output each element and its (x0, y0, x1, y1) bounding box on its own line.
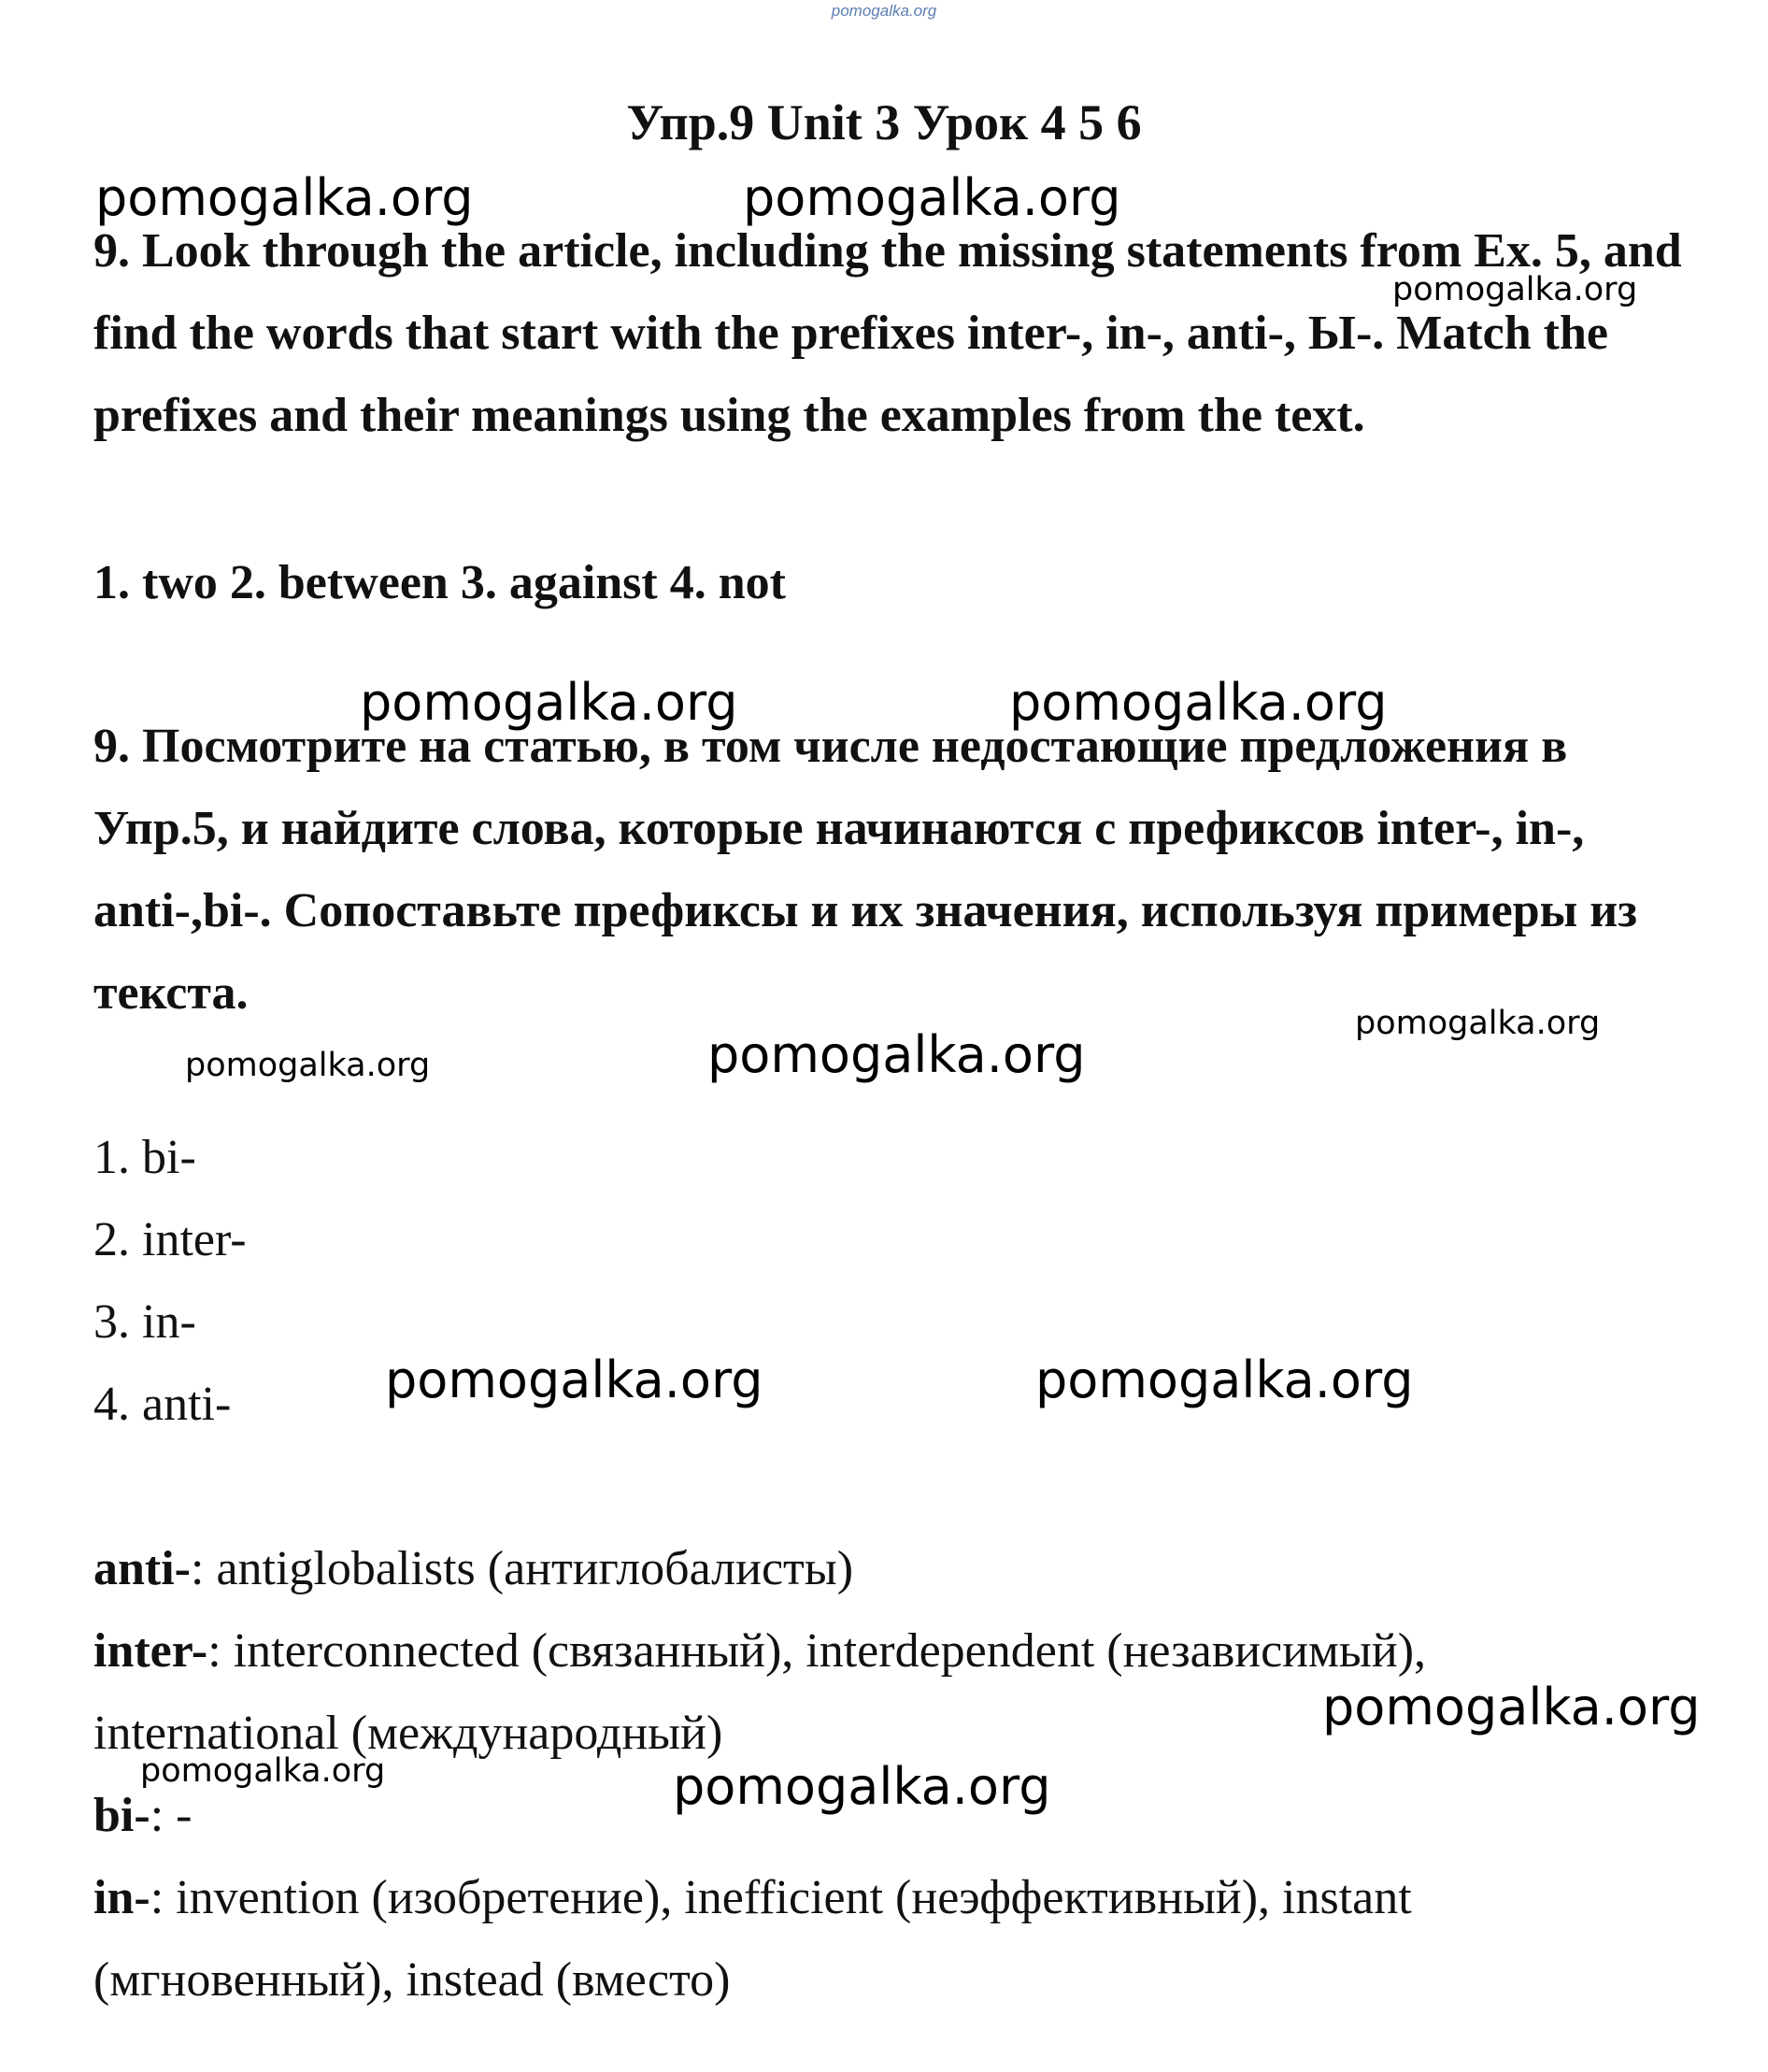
watermark: pomogalka.org (1035, 1350, 1414, 1409)
answer-prefix: inter- (93, 1624, 208, 1678)
answer-text: : - (150, 1789, 192, 1842)
watermark: pomogalka.org (1322, 1678, 1701, 1736)
answer-text: : interconnected (связанный), interdependent (независимый), (207, 1624, 1427, 1678)
watermark: pomogalka.org (743, 168, 1121, 227)
answer-prefix: in- (93, 1871, 150, 1924)
page-title: Упр.9 Unit 3 Урок 4 5 6 (626, 94, 1142, 150)
answer-prefix: bi- (93, 1789, 150, 1842)
watermark: pomogalka.org (385, 1350, 763, 1409)
top-watermark: pomogalka.org (831, 2, 937, 20)
meanings-line: 1. two 2. between 3. against 4. not (93, 556, 786, 609)
answer-inter (93, 1610, 1426, 1693)
prefix-list-item: 4. anti- (93, 1378, 232, 1431)
watermark: pomogalka.org (360, 673, 738, 732)
answer-in-continued: (мгновенный), instead (вместо) (93, 1953, 731, 2007)
answer-anti (93, 1528, 853, 1610)
watermark: pomogalka.org (140, 1752, 386, 1790)
watermark: pomogalka.org (1009, 673, 1388, 732)
watermark: pomogalka.org (673, 1757, 1051, 1816)
task-russian: 9. Посмотрите на статью, в том числе недостающие предложения в Упр.5, и найдите слова, которые начинаются с префиксов inter-, in-, anti-,bi-. Сопоставьте префиксы и их значения, используя примеры из текста. (93, 720, 1638, 1020)
watermark: pomogalka.org (707, 1025, 1086, 1084)
task-english: 9. Look through the article, including the missing statements from Ex. 5, and find the words that start with the prefixes inter-, in-, anti-, Ы-. Match the prefixes and their meanings using the examples from the text. (93, 224, 1682, 442)
answer-prefix: anti- (93, 1542, 191, 1595)
prefix-list-item: 2. inter- (93, 1213, 247, 1266)
answer-inter-continued: international (международный) (93, 1707, 723, 1760)
watermark: pomogalka.org (1392, 271, 1638, 308)
answer-text: : antiglobalists (антиглобалисты) (191, 1542, 854, 1595)
watermark: pomogalka.org (185, 1047, 431, 1084)
watermark: pomogalka.org (95, 168, 474, 227)
answer-in (93, 1857, 1412, 1939)
watermark: pomogalka.org (1355, 1005, 1601, 1042)
prefix-list-item: 1. bi- (93, 1131, 196, 1184)
prefix-list-item: 3. in- (93, 1295, 196, 1349)
answer-text: : invention (изобретение), inefficient (неэффективный), instant (150, 1871, 1412, 1924)
